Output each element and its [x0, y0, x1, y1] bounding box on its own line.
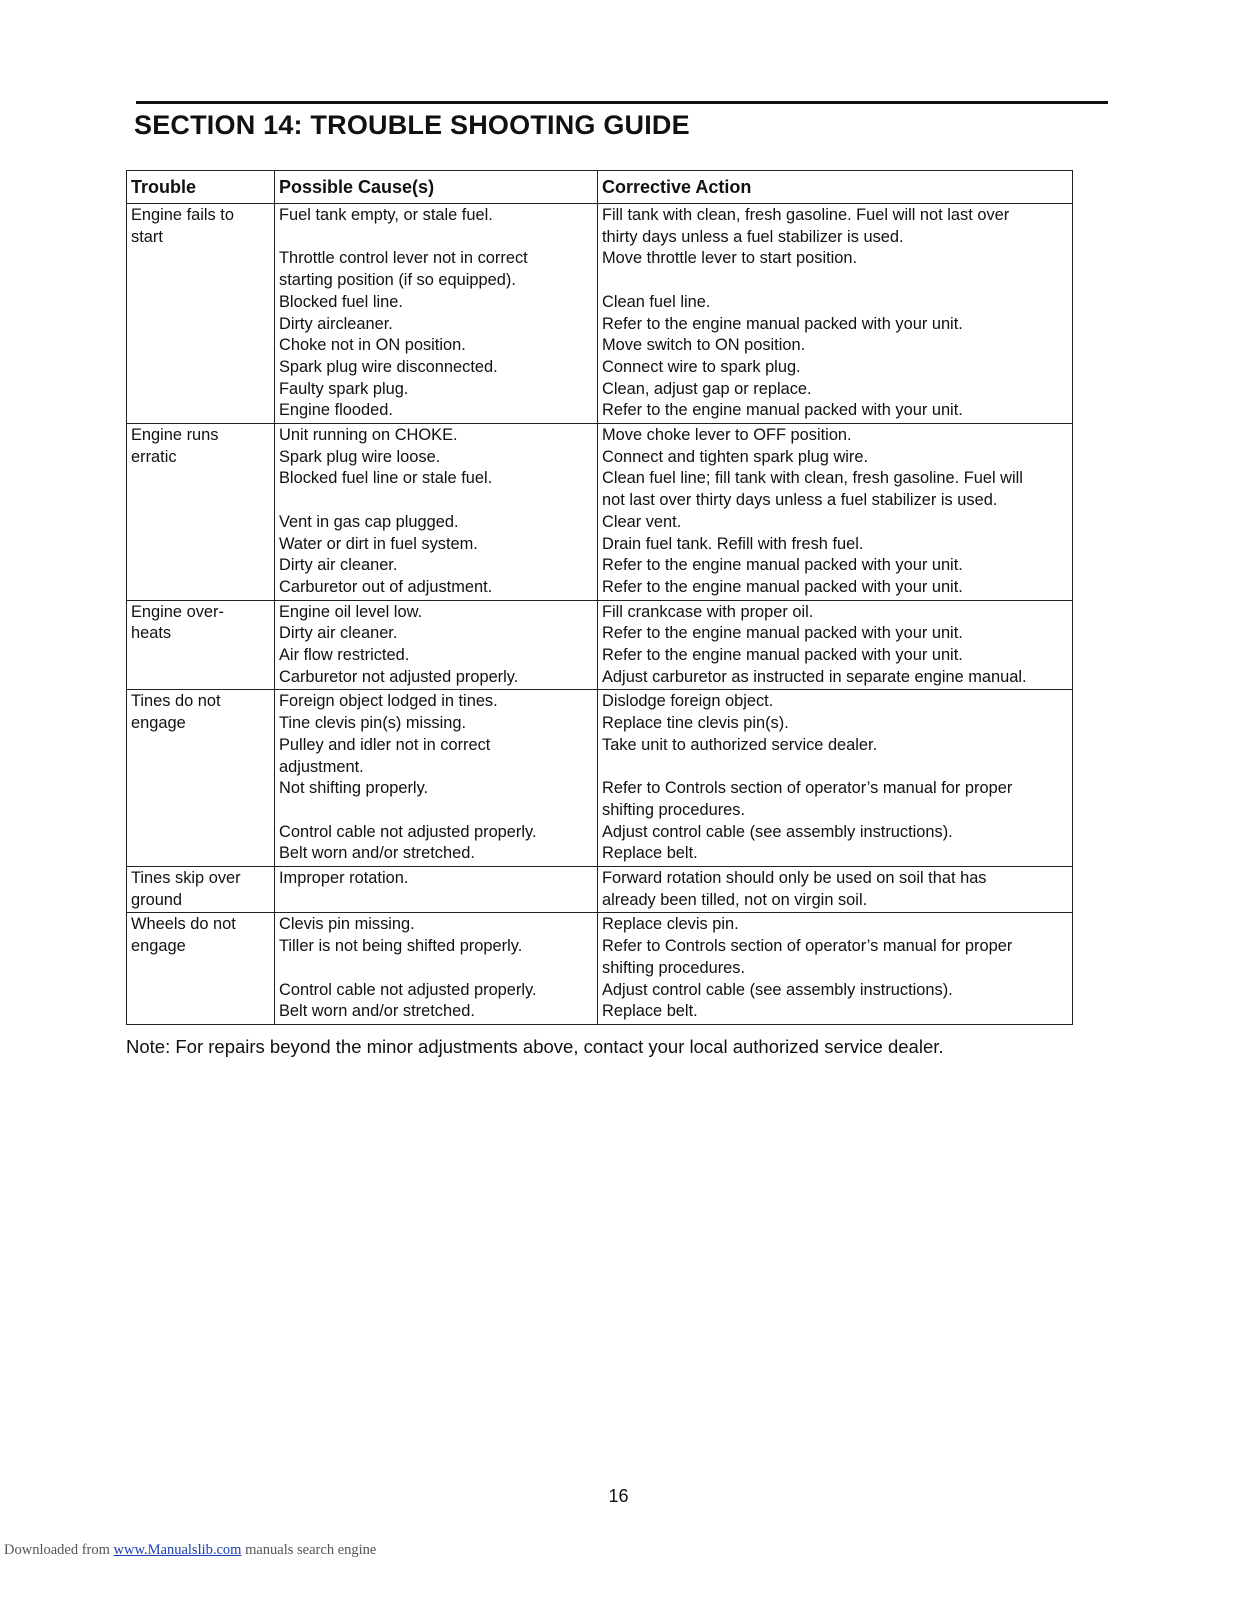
header-trouble: Trouble — [127, 171, 275, 204]
cause-text: Faulty spark plug. — [279, 379, 409, 398]
troubleshooting-table — [126, 170, 1073, 1025]
action-text: Replace clevis pin. — [602, 915, 739, 934]
table-row — [127, 204, 1073, 424]
cause-text: Unit running on CHOKE. — [279, 426, 458, 445]
cause-text: Dirty air cleaner. — [279, 556, 398, 575]
table-row — [127, 690, 1073, 867]
cause-text: Belt worn and/or stretched. — [279, 844, 475, 863]
cause-text: Pulley and idler not in correct — [279, 735, 491, 754]
action-text: Clean, adjust gap or replace. — [602, 379, 812, 398]
footer-prefix: Downloaded from — [4, 1542, 114, 1558]
cause-text: Control cable not adjusted properly. — [279, 822, 537, 841]
action-text: Move throttle lever to start position. — [602, 249, 858, 268]
table-header-row — [127, 171, 1073, 204]
actions-cell — [598, 424, 1073, 601]
header-possible-causes: Possible Cause(s) — [275, 171, 598, 204]
cause-text: Carburetor out of adjustment. — [279, 577, 493, 596]
action-text: shifting procedures. — [602, 800, 746, 819]
causes-cell — [275, 600, 598, 690]
action-text: Connect wire to spark plug. — [602, 357, 801, 376]
action-text: Fill crankcase with proper oil. — [602, 602, 814, 621]
spacer-line — [279, 227, 593, 249]
action-text: Refer to Controls section of operator’s manual for proper — [602, 937, 1013, 956]
table-row — [127, 867, 1073, 913]
action-text: Refer to the engine manual packed with your unit. — [602, 401, 963, 420]
action-text: Adjust control cable (see assembly instructions). — [602, 980, 953, 999]
trouble-cell — [127, 424, 275, 601]
action-text: Adjust carburetor as instructed in separate engine manual. — [602, 667, 1027, 686]
trouble-text: start — [131, 227, 163, 246]
spacer-line — [279, 800, 593, 822]
header-corrective-action: Corrective Action — [598, 171, 1073, 204]
cause-text: adjustment. — [279, 757, 364, 776]
footer-suffix: manuals search engine — [241, 1542, 377, 1558]
trouble-text: heats — [131, 624, 172, 643]
actions-cell — [598, 204, 1073, 424]
trouble-text: ground — [131, 890, 183, 909]
spacer-line — [279, 890, 593, 912]
trouble-text: Wheels do not — [131, 915, 236, 934]
action-text: Refer to Controls section of operator’s manual for proper — [602, 779, 1013, 798]
cause-text: Water or dirt in fuel system. — [279, 534, 478, 553]
cause-text: Dirty aircleaner. — [279, 314, 393, 333]
action-text: already been tilled, not on virgin soil. — [602, 890, 868, 909]
cause-text: Fuel tank empty, or stale fuel. — [279, 206, 493, 224]
action-text: Take unit to authorized service dealer. — [602, 735, 878, 754]
action-text: Connect and tighten spark plug wire. — [602, 447, 869, 466]
cause-text: Spark plug wire loose. — [279, 447, 441, 466]
page-number: 16 — [608, 1486, 629, 1506]
cause-text: Foreign object lodged in tines. — [279, 692, 498, 711]
action-text: Refer to the engine manual packed with your unit. — [602, 646, 963, 665]
cause-text: Dirty air cleaner. — [279, 624, 398, 643]
actions-cell — [598, 690, 1073, 867]
table-row — [127, 913, 1073, 1025]
trouble-cell — [127, 600, 275, 690]
action-text: Replace tine clevis pin(s). — [602, 714, 789, 733]
action-text: Refer to the engine manual packed with your unit. — [602, 624, 963, 643]
table-row — [127, 600, 1073, 690]
section-title: SECTION 14: TROUBLE SHOOTING GUIDE — [134, 110, 690, 140]
footer-link[interactable]: www.Manualslib.com — [113, 1542, 242, 1558]
cause-text: Carburetor not adjusted properly. — [279, 667, 519, 686]
cause-text: Tine clevis pin(s) missing. — [279, 714, 467, 733]
actions-cell — [598, 913, 1073, 1025]
causes-cell — [275, 913, 598, 1025]
trouble-cell — [127, 690, 275, 867]
action-text: Clean fuel line. — [602, 292, 711, 311]
action-text: shifting procedures. — [602, 958, 746, 977]
top-rule — [136, 101, 1108, 104]
trouble-text: engage — [131, 714, 186, 733]
trouble-cell — [127, 913, 275, 1025]
cause-text: starting position (if so equipped). — [279, 271, 516, 290]
causes-cell — [275, 424, 598, 601]
action-text: Drain fuel tank. Refill with fresh fuel. — [602, 534, 864, 553]
action-text: Dislodge foreign object. — [602, 692, 774, 711]
trouble-text: engage — [131, 937, 186, 956]
action-text: Replace belt. — [602, 844, 698, 863]
actions-cell — [598, 600, 1073, 690]
action-text: Move choke lever to OFF position. — [602, 426, 852, 445]
cause-text: Spark plug wire disconnected. — [279, 357, 498, 376]
action-text: Replace belt. — [602, 1002, 698, 1021]
action-text: Forward rotation should only be used on soil that has — [602, 869, 987, 888]
trouble-text: Engine runs — [131, 426, 219, 445]
download-footer — [4, 1542, 376, 1559]
cause-text: Choke not in ON position. — [279, 336, 466, 355]
action-text: Clean fuel line; fill tank with clean, fresh gasoline. Fuel will — [602, 469, 1023, 488]
action-text: Refer to the engine manual packed with your unit. — [602, 314, 963, 333]
action-text: Refer to the engine manual packed with your unit. — [602, 556, 963, 575]
cause-text: Engine oil level low. — [279, 602, 423, 621]
action-text: Adjust control cable (see assembly instructions). — [602, 822, 953, 841]
spacer-line — [279, 490, 593, 512]
repair-note: Note: For repairs beyond the minor adjustments above, contact your local authorized service dealer. — [126, 1036, 944, 1057]
causes-cell — [275, 204, 598, 424]
table-row — [127, 424, 1073, 601]
actions-cell — [598, 867, 1073, 913]
action-text: Clear vent. — [602, 512, 682, 531]
cause-text: Control cable not adjusted properly. — [279, 980, 537, 999]
action-text: Move switch to ON position. — [602, 336, 806, 355]
cause-text: Throttle control lever not in correct — [279, 249, 528, 268]
trouble-text: Engine over- — [131, 602, 224, 621]
action-text: not last over thirty days unless a fuel stabilizer is used. — [602, 491, 998, 510]
trouble-cell — [127, 204, 275, 424]
action-text: Refer to the engine manual packed with your unit. — [602, 577, 963, 596]
trouble-cell — [127, 867, 275, 913]
cause-text: Vent in gas cap plugged. — [279, 512, 459, 531]
cause-text: Blocked fuel line or stale fuel. — [279, 469, 493, 488]
cause-text: Improper rotation. — [279, 869, 409, 888]
cause-text: Tiller is not being shifted properly. — [279, 937, 523, 956]
spacer-line — [279, 958, 593, 980]
causes-cell — [275, 690, 598, 867]
cause-text: Blocked fuel line. — [279, 292, 403, 311]
spacer-line — [602, 757, 1068, 779]
trouble-text: Engine fails to — [131, 206, 234, 224]
causes-cell — [275, 867, 598, 913]
action-text: thirty days unless a fuel stabilizer is used. — [602, 227, 904, 246]
trouble-text: erratic — [131, 447, 177, 466]
action-text: Fill tank with clean, fresh gasoline. Fuel will not last over — [602, 206, 1010, 224]
cause-text: Belt worn and/or stretched. — [279, 1002, 475, 1021]
cause-text: Not shifting properly. — [279, 779, 429, 798]
cause-text: Engine flooded. — [279, 401, 393, 420]
spacer-line — [602, 270, 1068, 292]
troubleshooting-table-container — [126, 170, 1072, 1025]
table-body — [127, 204, 1073, 1025]
cause-text: Air flow restricted. — [279, 646, 410, 665]
cause-text: Clevis pin missing. — [279, 915, 415, 934]
trouble-text: Tines skip over — [131, 869, 241, 888]
trouble-text: Tines do not — [131, 692, 221, 711]
